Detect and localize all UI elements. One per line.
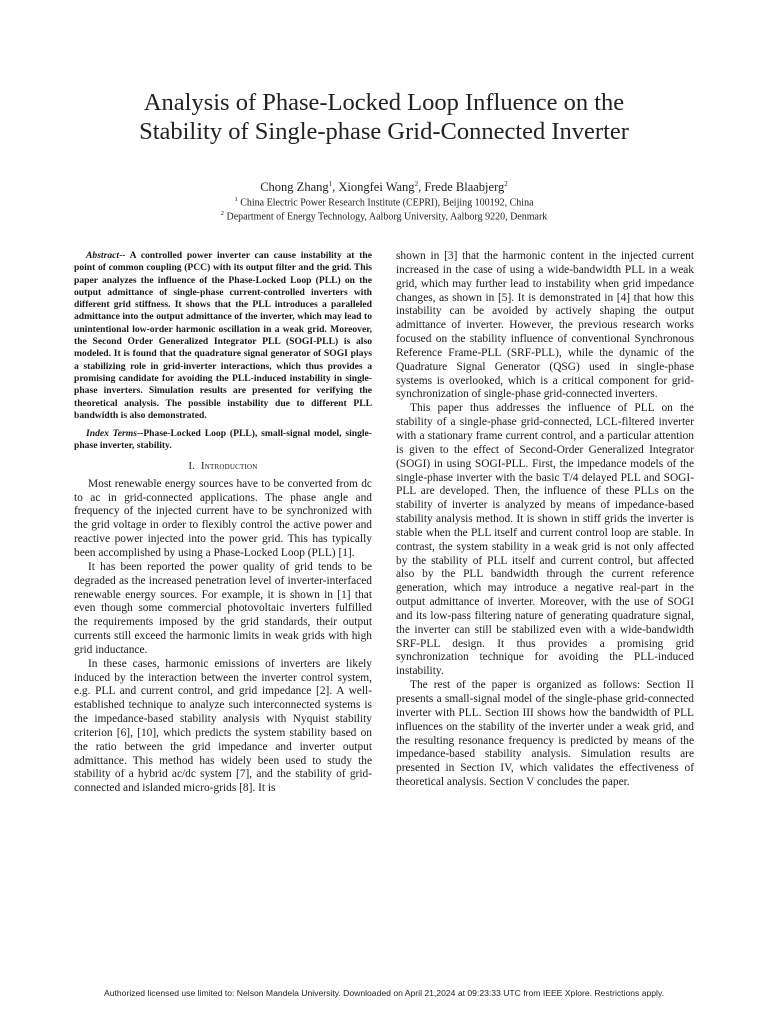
author-name: Frede Blaabjerg — [424, 180, 505, 195]
index-terms-text: --Phase-Locked Loop (PLL), small-signal model, single-phase inverter, stability. — [74, 428, 372, 452]
body-paragraph: The rest of the paper is organized as follows: Section II presents a small-signal model of the single-phase grid-connected inverter with PLL. Section III shows how the bandwidth of PLL influences on the stability of the inverter under a weak grid, and the resulting resonance frequency is predicted by means of the impedance-based stability analysis. Simulation results are presented in Section IV, which validates the effectiveness of theoretical analysis. Section V concludes the paper. — [396, 679, 694, 789]
abstract-lead: Abstract — [86, 250, 120, 261]
title-line-1: Analysis of Phase-Locked Loop Influence on the — [143, 89, 625, 116]
paper-title — [60, 88, 708, 146]
affiliation — [60, 196, 708, 208]
abstract-text: -- A controlled power inverter can cause instability at the point of common coupling (PCC) with its output filter and the grid. This paper analyzes the influence of the Phase-Locked Loop (PLL) on the output admittance of single-phase current-controlled inverters with different grid stiffness. It shows that the PLL introduces a paralleled admittance into the output admittance of the inverter, which may lead to unintentional low-order harmonic oscillation in a weak grid. Moreover, the Second Order Generalized Integrator PLL (SOGI-PLL) is also modeled. It is found that the quadrature signal generator of SOGI plays a stabilizing role in grid-inverter interactions, which thus provides a promising candidate for avoiding the PLL-induced instability in single-phase inverters. Simulation results are presented for verifying the theoretical analysis. The possible instability due to different PLL bandwidth is also demonstrated. — [74, 250, 372, 421]
right-column — [396, 250, 694, 790]
index-terms — [74, 428, 372, 453]
affiliation-text: China Electric Power Research Institute (CEPRI), Beijing 100192, China — [240, 197, 534, 209]
abstract — [74, 250, 372, 422]
affiliation-mark: 2 — [220, 210, 224, 217]
index-terms-lead: Index Terms — [86, 428, 137, 440]
left-column — [74, 250, 372, 796]
affiliation — [60, 210, 708, 222]
body-paragraph: In these cases, harmonic emissions of inverters are likely induced by the interaction between the inverter control system, e.g. PLL and current control, and grid impedance [2]. A well-established technique to analyze such interconnected systems is the impedance-based stability analysis with Nyquist stability criterion [6], [10], which predicts the system stability based on the ratio between the grid impedance and inverter output admittance. This method has widely been used to study the stability of a hybrid ac/dc system [7], and the stability of grid-connected and islanded micro-grids [8]. It is — [74, 657, 372, 795]
section-number: I. — [188, 460, 196, 472]
body-paragraph: It has been reported the power quality of grid tends to be degraded as the increased penetration level of inverter-interfaced renewable energy sources. For example, it is shown in [1] that even though some commercial photovoltaic inverters fulfilled the requirements imposed by the grid standards, their output currents still exceed the harmonic limits in weak grids with high grid inductance. — [74, 560, 372, 656]
author-name: Xiongfei Wang — [338, 180, 415, 195]
body-paragraph: This paper thus addresses the influence of PLL on the stability of a single-phase grid-connected, LCL-filtered inverter with a stationary frame current control, and a particular attention is given to the effect of Second-Order Generalized Integrator (SOGI) in using SOGI-PLL. First, the impedance models of the single-phase inverter with the basic T/4 delayed PLL and SOGI-PLL are developed. Then, the influence of these PLLs on the stability of inverter is analyzed by means of impedance-based stability analysis method. It is shown in stiff grids the inverter is stable when the PLL itself and current control loop are stable. In contrast, the system stability in a weak grid is not only affected by the stability of PLL itself and current control, but affected also by the PLL bandwidth through the current reference generation, which may introduce a negative real-part in the output admittance of inverter. Moreover, with the use of SOGI and its low-pass filtering nature of generating quadrature signal, the inverter can still be stabilized even with a wide-bandwidth SRF-PLL design. It thus provides a promising grid synchronization technique for avoiding the PLL-induced instability. — [396, 402, 694, 678]
author-affiliation-mark: 1 — [328, 180, 333, 188]
body-paragraph: Most renewable energy sources have to be converted from dc to ac in grid-connected applications. The phase angle and frequency of the injected current have to be synchronized with the grid voltage in order to flexibly control the active power and reactive power injected into the power grid. This has typically been accomplished by using a Phase-Locked Loop (PLL) [1]. — [74, 477, 372, 559]
body-paragraph: shown in [3] that the harmonic content in the injected current increased in the case of using a wide-bandwidth PLL in a weak grid, which may further lead to instability when grid impedance changes, as shown in [5]. It is demonstrated in [4] that how this instability can be avoided by actively shaping the output admittance of inverter. However, the previous research works focused on the stability influence of conventional Synchronous Reference Frame-PLL (SRF-PLL), while the dynamic of the Quadrature Signal Generator (QSG) used in single-phase systems is overlooked, which is a critical component for grid-synchronization of single-phase grid-connected inverters. — [396, 250, 694, 401]
author-separator: , — [418, 180, 425, 195]
author-affiliation-mark: 2 — [504, 180, 508, 188]
author-affiliation-mark: 2 — [414, 180, 419, 188]
author-name: Chong Zhang — [260, 180, 329, 195]
author-separator: , — [332, 180, 339, 195]
author-list — [60, 180, 708, 195]
title-line-2: Stability of Single-phase Grid-Connected Inverter — [139, 118, 629, 145]
section-heading — [74, 461, 372, 472]
license-footer: Authorized licensed use limited to: Nelson Mandela University. Downloaded on April 21,2024 at 09:23:33 UTC from IEEE Xplore. Restrictions apply. — [104, 988, 664, 998]
section-title: Introduction — [201, 460, 258, 472]
affiliation-mark: 1 — [234, 196, 238, 203]
affiliation-text: Department of Energy Technology, Aalborg University, Aalborg 9220, Denmark — [226, 211, 548, 223]
